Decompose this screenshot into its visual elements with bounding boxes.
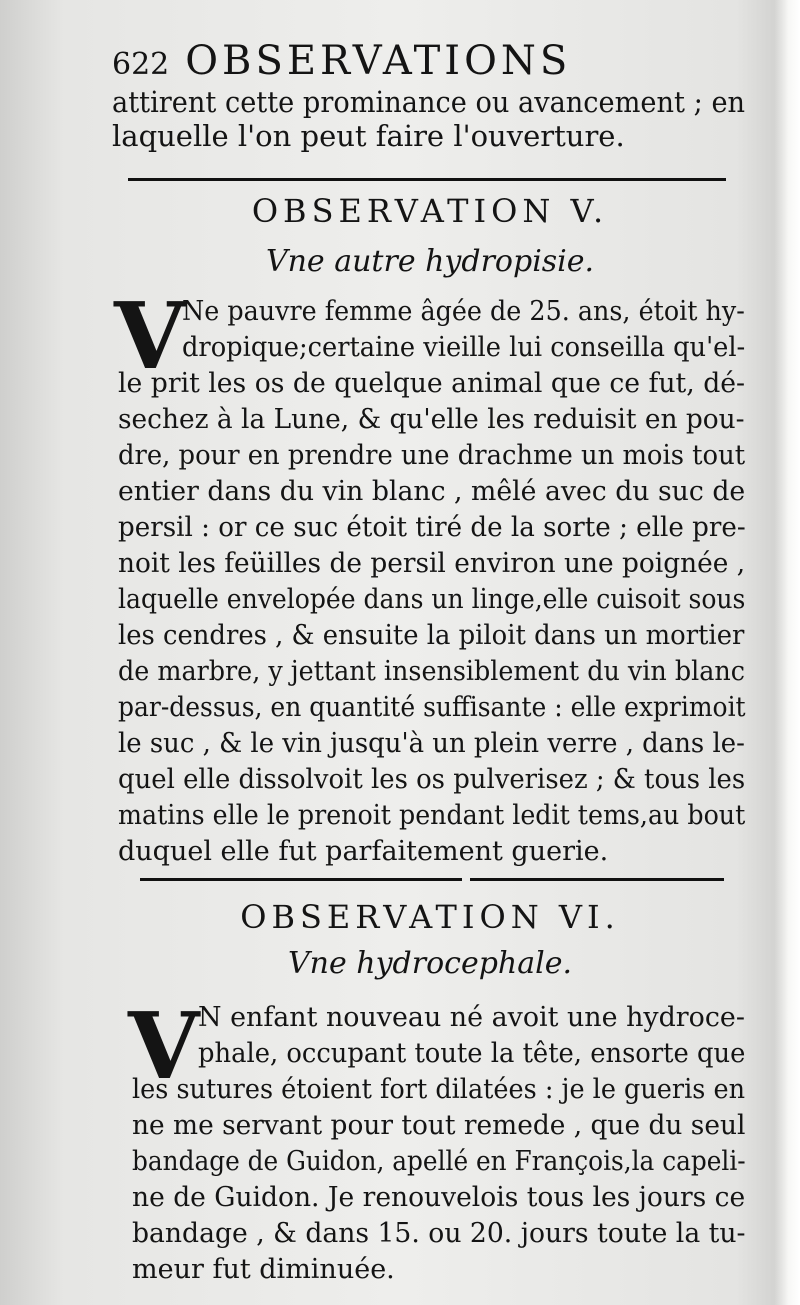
observation-subtitle: Vne hydrocephale. [287, 946, 572, 981]
text-line: attirent cette prominance ou avancement ; en [112, 85, 746, 119]
text-line: matins elle le prenoit pendant ledit tems,au bout [118, 800, 746, 831]
text-line: entier dans du vin blanc , mêlé avec du suc de [118, 476, 746, 507]
text-line: bandage , & dans 15. ou 20. jours toute la tu- [132, 1218, 746, 1249]
text-line: meur fut diminuée. [132, 1254, 395, 1285]
running-title: OBSERVATIONS [185, 38, 572, 84]
text-line: les sutures étoient fort dilatées : je le gueris en [132, 1074, 746, 1105]
text-line: noit les feüilles de persil environ une poignée , [118, 548, 746, 579]
observation-subtitle: Vne autre hydropisie. [265, 244, 595, 279]
text-line: ne de Guidon. Je renouvelois tous les jours ce [132, 1182, 746, 1213]
drop-cap: V [128, 992, 200, 1100]
text-line: quel elle dissolvoit les os pulverisez ; & tous les [118, 764, 746, 795]
text-line: le suc , & le vin jusqu'à un plein verre , dans le- [118, 728, 745, 759]
observation-heading: OBSERVATION VI. [240, 898, 620, 936]
text-line: le prit les os de quelque animal que ce fut, dé- [118, 368, 746, 399]
text-line: bandage de Guidon, apellé en François,la capeli- [132, 1146, 746, 1177]
text-line: Ne pauvre femme âgée de 25. ans, étoit hy- [182, 296, 745, 327]
page-number: 622 [112, 47, 170, 82]
text-line: de marbre, y jettant insensiblement du vin blanc [118, 656, 745, 687]
text-line: sechez à la Lune, & qu'elle les reduisit en pou- [118, 404, 745, 435]
page-edge [774, 0, 800, 1305]
section-divider [128, 178, 726, 181]
text-line: N enfant nouveau né avoit une hydroce- [198, 1002, 745, 1033]
text-line: dropique;certaine vieille lui conseilla qu'el- [182, 332, 746, 363]
section-divider [470, 878, 724, 881]
text-line: par-dessus, en quantité suffisante : elle exprimoit [118, 692, 746, 723]
drop-cap: V [114, 282, 186, 390]
text-line: les cendres , & ensuite la piloit dans un mortier [118, 620, 745, 651]
text-line: dre, pour en prendre une drachme un mois tout [118, 440, 746, 471]
observation-heading: OBSERVATION V. [251, 192, 609, 230]
running-header [112, 36, 672, 86]
text-line: ne me servant pour tout remede , que du seul [132, 1110, 746, 1141]
text-line: persil : or ce suc étoit tiré de la sorte ; elle pre- [118, 512, 746, 543]
text-line: laquelle l'on peut faire l'ouverture. [112, 119, 625, 153]
section-divider [140, 878, 462, 881]
text-line: duquel elle fut parfaitement guerie. [118, 836, 609, 867]
text-line: laquelle envelopée dans un linge,elle cuisoit sous [118, 584, 746, 615]
text-line: phale, occupant toute la tête, ensorte que [198, 1038, 746, 1069]
